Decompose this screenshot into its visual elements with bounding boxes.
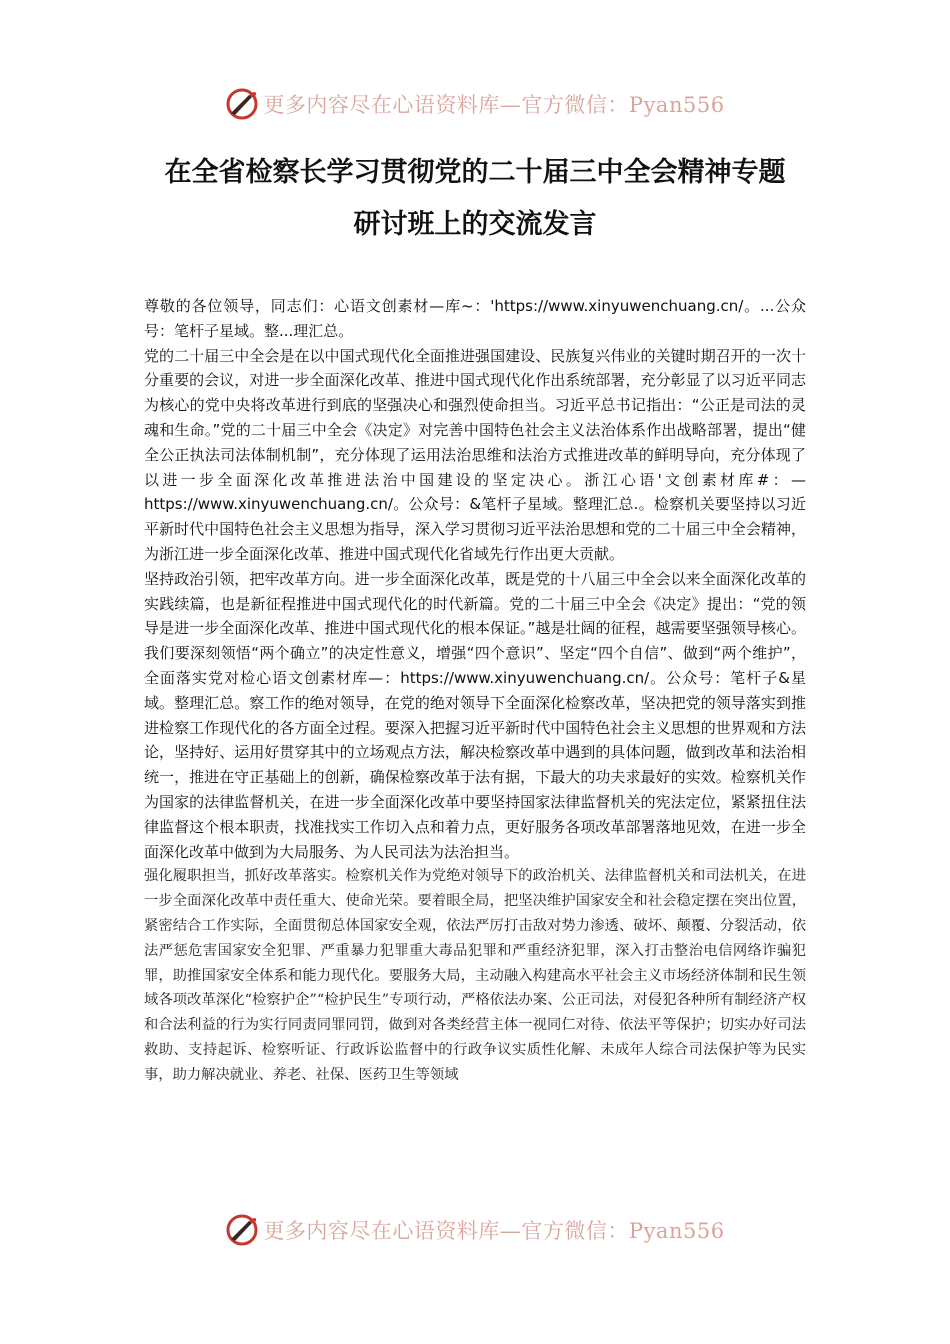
document-body [144,294,806,1088]
watermark-text: 更多内容尽在心语资料库—官方微信：Pyan556 [263,1219,725,1243]
quill-logo-icon [225,87,259,121]
quill-logo-icon [225,1213,259,1247]
paragraph-greeting: 尊敬的各位领导，同志们：心语文创素材—库~：'https://www.xinyuwenchuang.cn/。...公众号：笔杆子星域。整...理汇总。 [144,297,806,340]
paragraph-duty: 强化履职担当，抓好改革落实。检察机关作为党绝对领导下的政治机关、法律监督机关和司法机关，在进一步全面深化改革中责任重大、使命光荣。要着眼全局，把坚决维护国家安全和社会稳定摆在突出位置，紧密结合工作实际，全面贯彻总体国家安全观，依法严厉打击敌对势力渗透、破坏、颠覆、分裂活动，依法严惩危害国家安全犯罪、严重暴力犯罪重大毒品犯罪和严重经济犯罪，深入打击整治电信网络诈骗犯罪，助推国家安全体系和能力现代化。要服务大局，主动融入构建高水平社会主义市场经济体制和民生领域各项改革深化“检察护企”“检护民生”专项行动，严格依法办案、公正司法，对侵犯各种所有制经济产权和合法利益的行为实行同责同罪同罚，做到对各类经营主体一视同仁对待、依法平等保护；切实办好司法救助、支持起诉、检察听证、行政诉讼监督中的行政争议实质性化解、未成年人综合司法保护等为民实事，助力解决就业、养老、社保、医药卫生等领域 [144,868,806,1083]
watermark-text: 更多内容尽在心语资料库—官方微信：Pyan556 [263,93,725,117]
watermark-footer [0,1210,950,1250]
watermark-header [0,84,950,124]
paragraph-political-leadership: 坚持政治引领，把牢改革方向。进一步全面深化改革，既是党的十八届三中全会以来全面深化改革的实践续篇，也是新征程推进中国式现代化的时代新篇。党的二十届三中全会《决定》提出：“党的领导是进一步全面深化改革、推进中国式现代化的根本保证。”越是壮阔的征程，越需要坚强领导核心。我们要深刻领悟“两个确立”的决定性意义，增强“四个意识”、坚定“四个自信”、做到“两个维护”，全面落实党对检心语文创素材库—：https://www.xinyuwenchuang.cn/。公众号：笔杆子&星域。整理汇总。察工作的绝对领导，在党的绝对领导下全面深化检察改革，坚决把党的领导落实到推进检察工作现代化的各方面全过程。要深入把握习近平新时代中国特色社会主义思想的世界观和方法论，坚持好、运用好贯穿其中的立场观点方法，解决检察改革中遇到的具体问题，做到改革和法治相统一，推进在守正基础上的创新，确保检察改革于法有据，下最大的功夫求最好的实效。检察机关作为国家的法律监督机关，在进一步全面深化改革中要坚持国家法律监督机关的宪法定位，紧紧扭住法律监督这个根本职责，找准找实工作切入点和着力点，更好服务各项改革部署落地见效，在进一步全面深化改革中做到为大局服务、为人民司法为法治担当。 [144,569,806,861]
document-title-line-2: 研讨班上的交流发言 [353,209,597,240]
paragraph-intro: 党的二十届三中全会是在以中国式现代化全面推进强国建设、民族复兴伟业的关键时期召开的一次十分重要的会议，对进一步全面深化改革、推进中国式现代化作出系统部署，充分彰显了以习近平同志为核心的党中央将改革进行到底的坚强决心和强烈使命担当。习近平总书记指出：“公正是司法的灵魂和生命。”党的二十届三中全会《决定》对完善中国特色社会主义法治体系作出战略部署，提出“健全公正执法司法体制机制”，充分体现了运用法治思维和法治方式推进改革的鲜明导向，充分体现了以进一步全面深化改革推进法治中国建设的坚定决心。浙江心语'文创素材库#：—https://www.xinyuwenchuang.cn/。公众号：&笔杆子星域。整理汇总.。检察机关要坚持以习近平新时代中国特色社会主义思想为指导，深入学习贯彻习近平法治思想和党的二十届三中全会精神，为浙江进一步全面深化改革、推进中国式现代化省域先行作出更大贡献。 [144,346,806,563]
document-title-line-1: 在全省检察长学习贯彻党的二十届三中全会精神专题 [164,157,786,188]
